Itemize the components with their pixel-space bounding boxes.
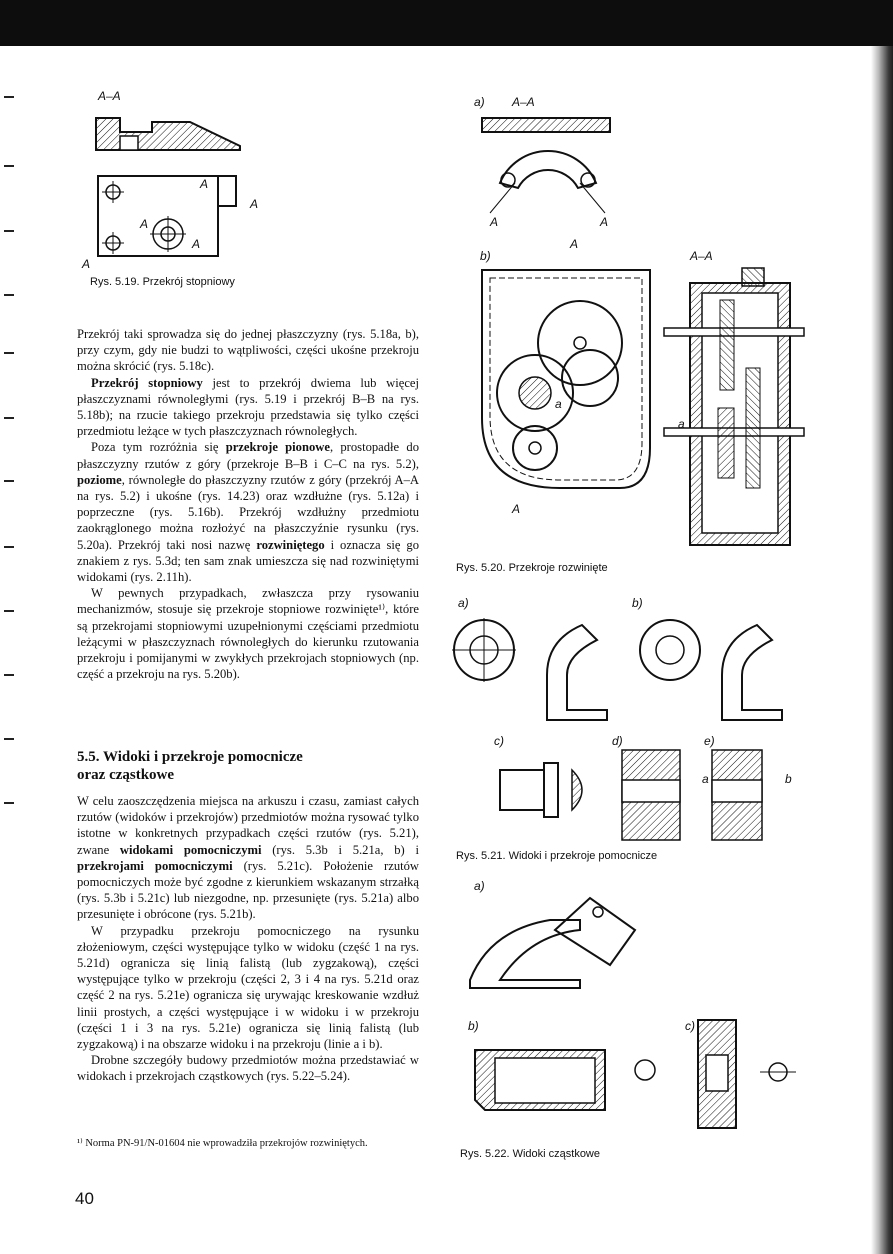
text-span: Poza tym rozróżnia się <box>91 440 226 455</box>
text-span: , prostopadłe do płaszczyzny rzutów z góry (przekroje B–B i C–C na rys. 5.2), <box>77 440 420 471</box>
margin-tick <box>4 546 14 548</box>
caption-fig-5-21: Rys. 5.21. Widoki i przekroje pomocnicze <box>456 850 658 862</box>
svg-text:A: A <box>250 197 259 211</box>
page-number: 40 <box>75 1189 94 1208</box>
caption-fig-5-20: Rys. 5.20. Przekroje rozwinięte <box>456 562 608 574</box>
margin-tick <box>4 610 14 612</box>
text-span: (rys. 5.3b i 5.21a, b) i <box>261 842 419 857</box>
margin-tick <box>4 352 14 354</box>
bold-term: przekroje pionowe <box>225 440 330 455</box>
section-label: A–A <box>512 95 535 109</box>
panel-label: c) <box>494 734 504 748</box>
margin-tick <box>4 674 14 676</box>
section-heading <box>77 748 417 784</box>
text-column-upper <box>77 326 419 682</box>
bold-term: rozwiniętego <box>256 537 325 552</box>
svg-text:A: A <box>600 215 609 229</box>
margin-tick <box>4 230 14 232</box>
text-span: i oznacza się go znakiem z rys. 5.3d; ten sam znak umieszcza się nad rozwiniętymi widokami (rys. 2.11h). <box>77 537 420 585</box>
section-label: A–A <box>98 89 121 103</box>
figure-5-22-drawing <box>460 870 820 1140</box>
caption-fig-5-19: Rys. 5.19. Przekrój stopniowy <box>90 276 235 288</box>
svg-text:A: A <box>570 237 579 251</box>
panel-label: b) <box>480 249 491 263</box>
text-span: jest to przekrój dwiema lub więcej płaszczyznami równoległymi (rys. 5.19 i przekrój B–B na rys. 5.18b); na rzucie takiego przekroju przedstawia się tylko części przedmiotu leżące w tych płaszczyznach równoległych. <box>77 375 419 439</box>
scan-right-edge <box>871 46 893 1254</box>
bold-term: poziome <box>77 472 122 487</box>
panel-label: c) <box>685 1019 695 1033</box>
figure-5-20-drawing <box>460 88 820 558</box>
part-label: a <box>555 397 562 411</box>
section-label: A–A <box>690 249 713 263</box>
text-column-lower <box>77 793 419 1085</box>
text-span: (rys. 5.21c). Położenie rzutów pomocniczych może być zgodne z kierunkiem wskazanym strzałką (rys. 5.3b i 5.21c) lub niezgodne, np. przesunięte (rys. 5.21a) albo przesunięte i obrócone (rys. 5.21b). <box>77 858 420 922</box>
panel-label: a) <box>474 95 485 109</box>
svg-text:A: A <box>140 217 149 231</box>
margin-tick <box>4 96 14 98</box>
panel-label: a) <box>474 879 485 893</box>
paragraph <box>77 375 419 440</box>
margin-tick <box>4 738 14 740</box>
margin-tick <box>4 480 14 482</box>
figure-5-19-drawing <box>80 88 270 273</box>
paragraph <box>77 439 419 585</box>
margin-tick <box>4 165 14 167</box>
svg-text:A: A <box>192 237 201 251</box>
margin-tick <box>4 417 14 419</box>
margin-tick <box>4 802 14 804</box>
bold-term: widokami pomocniczymi <box>119 842 262 857</box>
section-heading-line: 5.5. Widoki i przekroje pomocnicze <box>77 749 303 765</box>
margin-tick <box>4 294 14 296</box>
section-letter: A <box>82 257 91 271</box>
paragraph: Przekrój taki sprowadza się do jednej płaszczyzny (rys. 5.18a, b), przy czym, gdy nie budzi to wątpliwości, części ukośne przekroju można skrócić (rys. 5.18c). <box>77 327 419 374</box>
section-heading-line: oraz cząstkowe <box>77 767 175 783</box>
panel-label: b) <box>632 596 643 610</box>
part-label: a <box>678 417 685 431</box>
paragraph: W przypadku przekroju pomocniczego na rysunku złożeniowym, części występujące tylko w widoku (część 1 na rys. 5.21d) ogranicza się linią falistą (lub zygzakową), części występujące tylko w przekroju (części 2, 3 i 4 na rys. 5.21d oraz część 2 na rys. 5.21e) ogranicza się urywając kreskowanie wzdłuż linii prostych, a części występujące i w widoku i w przekroju (części 1 i 3 na rys. 5.21e) ogranicza się linią falistą (lub zygzakową) i na obszarze widoku i na przekroju (linie a i b). <box>77 923 419 1052</box>
scan-top-border <box>0 0 893 46</box>
panel-label: d) <box>612 734 623 748</box>
bold-term: Przekrój stopniowy <box>91 375 203 390</box>
panel-label: e) <box>704 734 715 748</box>
bold-term: przekrojami pomocniczymi <box>77 858 233 873</box>
text-span: , równoległe do płaszczyzny rzutów z góry (przekrój A–A na rys. 5.2) i ukośne (rys. 14.23) oraz wzdłużne (rys. 5.12a) i poprzeczne (rys. 5.16b). Przekrój wzdłużny przedmiotu zaokrąglonego można rozłożyć na płaszczyźnie rysunku (rys. 5.20a). Przekrój taki nosi nazwę <box>77 472 419 552</box>
part-label: b <box>785 772 792 786</box>
svg-text:A: A <box>490 215 499 229</box>
paragraph <box>77 793 419 923</box>
footnote: ¹⁾ Norma PN-91/N-01604 nie wprowadziła przekrojów rozwiniętych. <box>77 1138 368 1149</box>
caption-fig-5-22: Rys. 5.22. Widoki cząstkowe <box>460 1148 600 1160</box>
svg-text:A: A <box>512 502 521 516</box>
paragraph: Drobne szczegóły budowy przedmiotów można przedstawiać w widokach i przekrojach cząstkowych (rys. 5.22–5.24). <box>77 1053 419 1084</box>
panel-label: a) <box>458 596 469 610</box>
figure-5-21-drawing <box>452 585 812 847</box>
part-label: a <box>702 772 709 786</box>
svg-text:A: A <box>200 177 209 191</box>
text-span: W celu zaoszczędzenia miejsca na arkuszu i czasu, zamiast całych rzutów (widoków i przekrojów) przedmiotów można rysować tylko istotne w konkretnych przypadkach części rzutów (rys. 5.21), zwane <box>77 794 419 857</box>
paragraph: W pewnych przypadkach, zwłaszcza przy rysowaniu mechanizmów, stosuje się przekroje stopniowe rozwinięte¹⁾, które są przekrojami stopniowymi uzupełnionymi częściami przedmiotu leżącymi w płaszczyznach równoległych do kierunku rzutowania przekroju i pomijanymi w zwykłych przekrojach stopniowych (np. część a przekroju na rys. 5.20b). <box>77 586 419 682</box>
panel-label: b) <box>468 1019 479 1033</box>
